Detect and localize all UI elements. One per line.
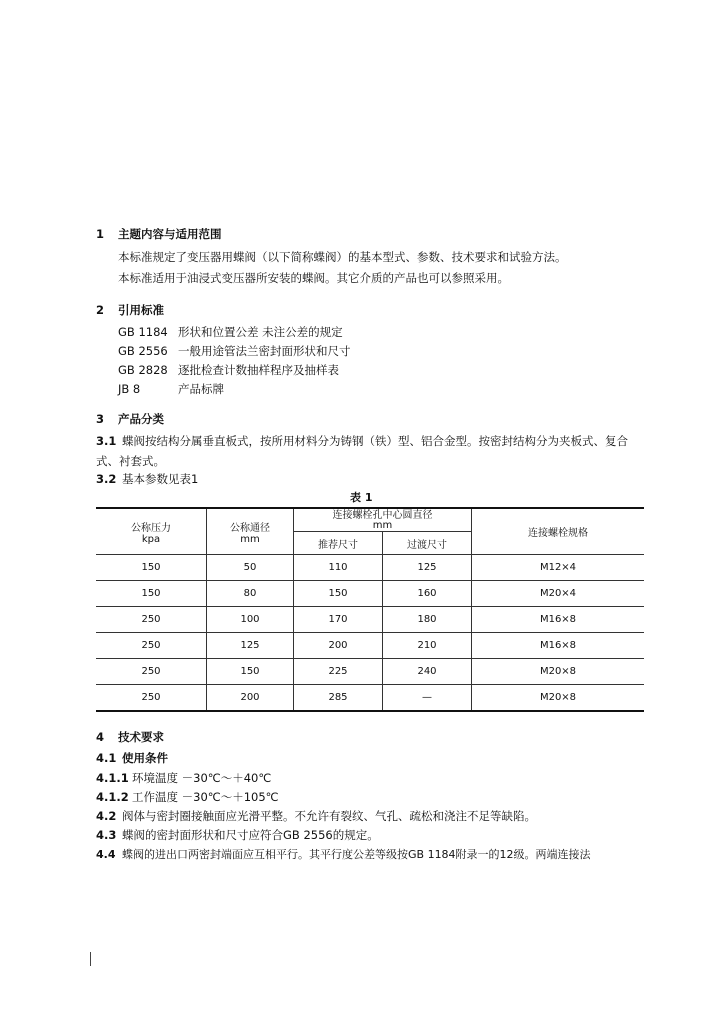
header-label: 公称压力 bbox=[131, 522, 171, 534]
clause-4-1-2 bbox=[96, 789, 279, 805]
paragraph: 本标准规定了变压器用蝶阀（以下简称蝶阀）的基本型式、参数、技术要求和试验方法。 bbox=[118, 250, 567, 264]
table-row bbox=[96, 607, 644, 633]
clause-text: 阀体与密封圈接触面应光滑平整。不允许有裂纹、气孔、疏松和浇注不足等缺陷。 bbox=[122, 809, 536, 823]
clause-4-1-1 bbox=[96, 770, 271, 786]
cell-transitional: 160 bbox=[383, 581, 472, 607]
cell-recommended: 170 bbox=[294, 607, 383, 633]
cell-diameter: 150 bbox=[207, 659, 294, 685]
section-number: 3 bbox=[96, 412, 105, 426]
header-unit: mm bbox=[372, 519, 393, 531]
clause-text: 工作温度 －30℃～＋105℃ bbox=[132, 790, 279, 804]
header-transitional: 过渡尺寸 bbox=[383, 532, 472, 555]
cell-bolt: M16×8 bbox=[472, 607, 645, 633]
clause-number: 4.4 bbox=[96, 848, 116, 861]
reference-item bbox=[118, 362, 339, 378]
header-bolt-circle bbox=[294, 508, 472, 532]
clause-number: 4.1 bbox=[96, 751, 117, 765]
header-unit: kpa bbox=[141, 533, 161, 545]
reference-item bbox=[118, 381, 224, 397]
cell-transitional: 180 bbox=[383, 607, 472, 633]
section-number: 4 bbox=[96, 730, 105, 744]
reference-title: 形状和位置公差 未注公差的规定 bbox=[178, 325, 343, 339]
clause-text: 蝶阀的进出口两密封端面应互相平行。其平行度公差等级按GB 1184附录一的12级。两端连接法 bbox=[122, 848, 591, 861]
clause-4-1 bbox=[96, 750, 168, 766]
header-bolt-spec: 连接螺栓规格 bbox=[472, 508, 645, 555]
cell-transitional: 240 bbox=[383, 659, 472, 685]
clause-number: 4.1.2 bbox=[96, 790, 129, 804]
clause-number: 3.2 bbox=[96, 472, 117, 486]
clause-4-4 bbox=[96, 846, 591, 862]
cell-transitional: 125 bbox=[383, 555, 472, 581]
cell-transitional: 210 bbox=[383, 633, 472, 659]
clause-3-2 bbox=[96, 471, 198, 487]
cell-bolt: M12×4 bbox=[472, 555, 645, 581]
clause-text: 使用条件 bbox=[122, 751, 168, 765]
cell-pressure: 250 bbox=[96, 659, 207, 685]
cell-diameter: 80 bbox=[207, 581, 294, 607]
reference-code: GB 1184 bbox=[118, 325, 168, 339]
header-recommended: 推荐尺寸 bbox=[294, 532, 383, 555]
clause-4-3 bbox=[96, 827, 379, 843]
cell-recommended: 225 bbox=[294, 659, 383, 685]
margin-mark bbox=[90, 952, 91, 966]
header-unit: mm bbox=[240, 533, 260, 545]
clause-text: 蝶阀的密封面形状和尺寸应符合GB 2556的规定。 bbox=[122, 828, 379, 842]
cell-pressure: 250 bbox=[96, 607, 207, 633]
cell-recommended: 110 bbox=[294, 555, 383, 581]
section-1-heading bbox=[96, 226, 222, 242]
cell-pressure: 150 bbox=[96, 555, 207, 581]
clause-text: 基本参数见表1 bbox=[122, 472, 199, 486]
reference-code: JB 8 bbox=[118, 382, 141, 396]
section-2-heading bbox=[96, 302, 164, 318]
cell-recommended: 285 bbox=[294, 685, 383, 712]
clause-text: 蝶阀按结构分属垂直板式，按所用材料分为铸钢（铁）型、铝合金型。按密封结构分为夹板式、复合式、衬套式。 bbox=[96, 434, 628, 468]
cell-diameter: 100 bbox=[207, 607, 294, 633]
table-row bbox=[96, 633, 644, 659]
clause-number: 3.1 bbox=[96, 434, 117, 448]
cell-diameter: 200 bbox=[207, 685, 294, 712]
cell-pressure: 150 bbox=[96, 581, 207, 607]
header-label: 连接螺栓孔中心圆直径 bbox=[332, 509, 433, 521]
clause-4-2 bbox=[96, 808, 536, 824]
cell-bolt: M20×4 bbox=[472, 581, 645, 607]
reference-title: 一般用途管法兰密封面形状和尺寸 bbox=[178, 344, 351, 358]
header-label: 公称通径 bbox=[230, 522, 270, 534]
section-4-heading bbox=[96, 729, 164, 745]
section-title: 主题内容与适用范围 bbox=[118, 227, 222, 241]
clause-number: 4.2 bbox=[96, 809, 117, 823]
section-title: 产品分类 bbox=[118, 412, 164, 426]
reference-title: 产品标牌 bbox=[178, 382, 224, 396]
clause-number: 4.3 bbox=[96, 828, 117, 842]
section-title: 引用标准 bbox=[118, 303, 164, 317]
reference-item bbox=[118, 343, 351, 359]
clause-3-1 bbox=[96, 431, 641, 471]
reference-item bbox=[118, 324, 343, 340]
table-row bbox=[96, 685, 644, 712]
header-pressure bbox=[96, 508, 207, 555]
cell-recommended: 150 bbox=[294, 581, 383, 607]
cell-transitional: — bbox=[383, 685, 472, 712]
cell-diameter: 50 bbox=[207, 555, 294, 581]
cell-pressure: 250 bbox=[96, 685, 207, 712]
reference-code: GB 2828 bbox=[118, 363, 168, 377]
parameters-table bbox=[96, 507, 644, 712]
cell-pressure: 250 bbox=[96, 633, 207, 659]
section-number: 1 bbox=[96, 227, 105, 241]
reference-title: 逐批检查计数抽样程序及抽样表 bbox=[178, 363, 339, 377]
table-row bbox=[96, 659, 644, 685]
cell-bolt: M16×8 bbox=[472, 633, 645, 659]
clause-number: 4.1.1 bbox=[96, 771, 129, 785]
section-number: 2 bbox=[96, 303, 105, 317]
header-diameter bbox=[207, 508, 294, 555]
cell-bolt: M20×8 bbox=[472, 685, 645, 712]
cell-recommended: 200 bbox=[294, 633, 383, 659]
section-title: 技术要求 bbox=[118, 730, 164, 744]
table-caption: 表 1 bbox=[350, 491, 373, 504]
reference-code: GB 2556 bbox=[118, 344, 168, 358]
table-row bbox=[96, 555, 644, 581]
cell-diameter: 125 bbox=[207, 633, 294, 659]
table-row bbox=[96, 581, 644, 607]
clause-text: 环境温度 －30℃～＋40℃ bbox=[132, 771, 272, 785]
section-3-heading bbox=[96, 411, 164, 427]
cell-bolt: M20×8 bbox=[472, 659, 645, 685]
paragraph: 本标准适用于油浸式变压器所安装的蝶阀。其它介质的产品也可以参照采用。 bbox=[118, 271, 509, 285]
